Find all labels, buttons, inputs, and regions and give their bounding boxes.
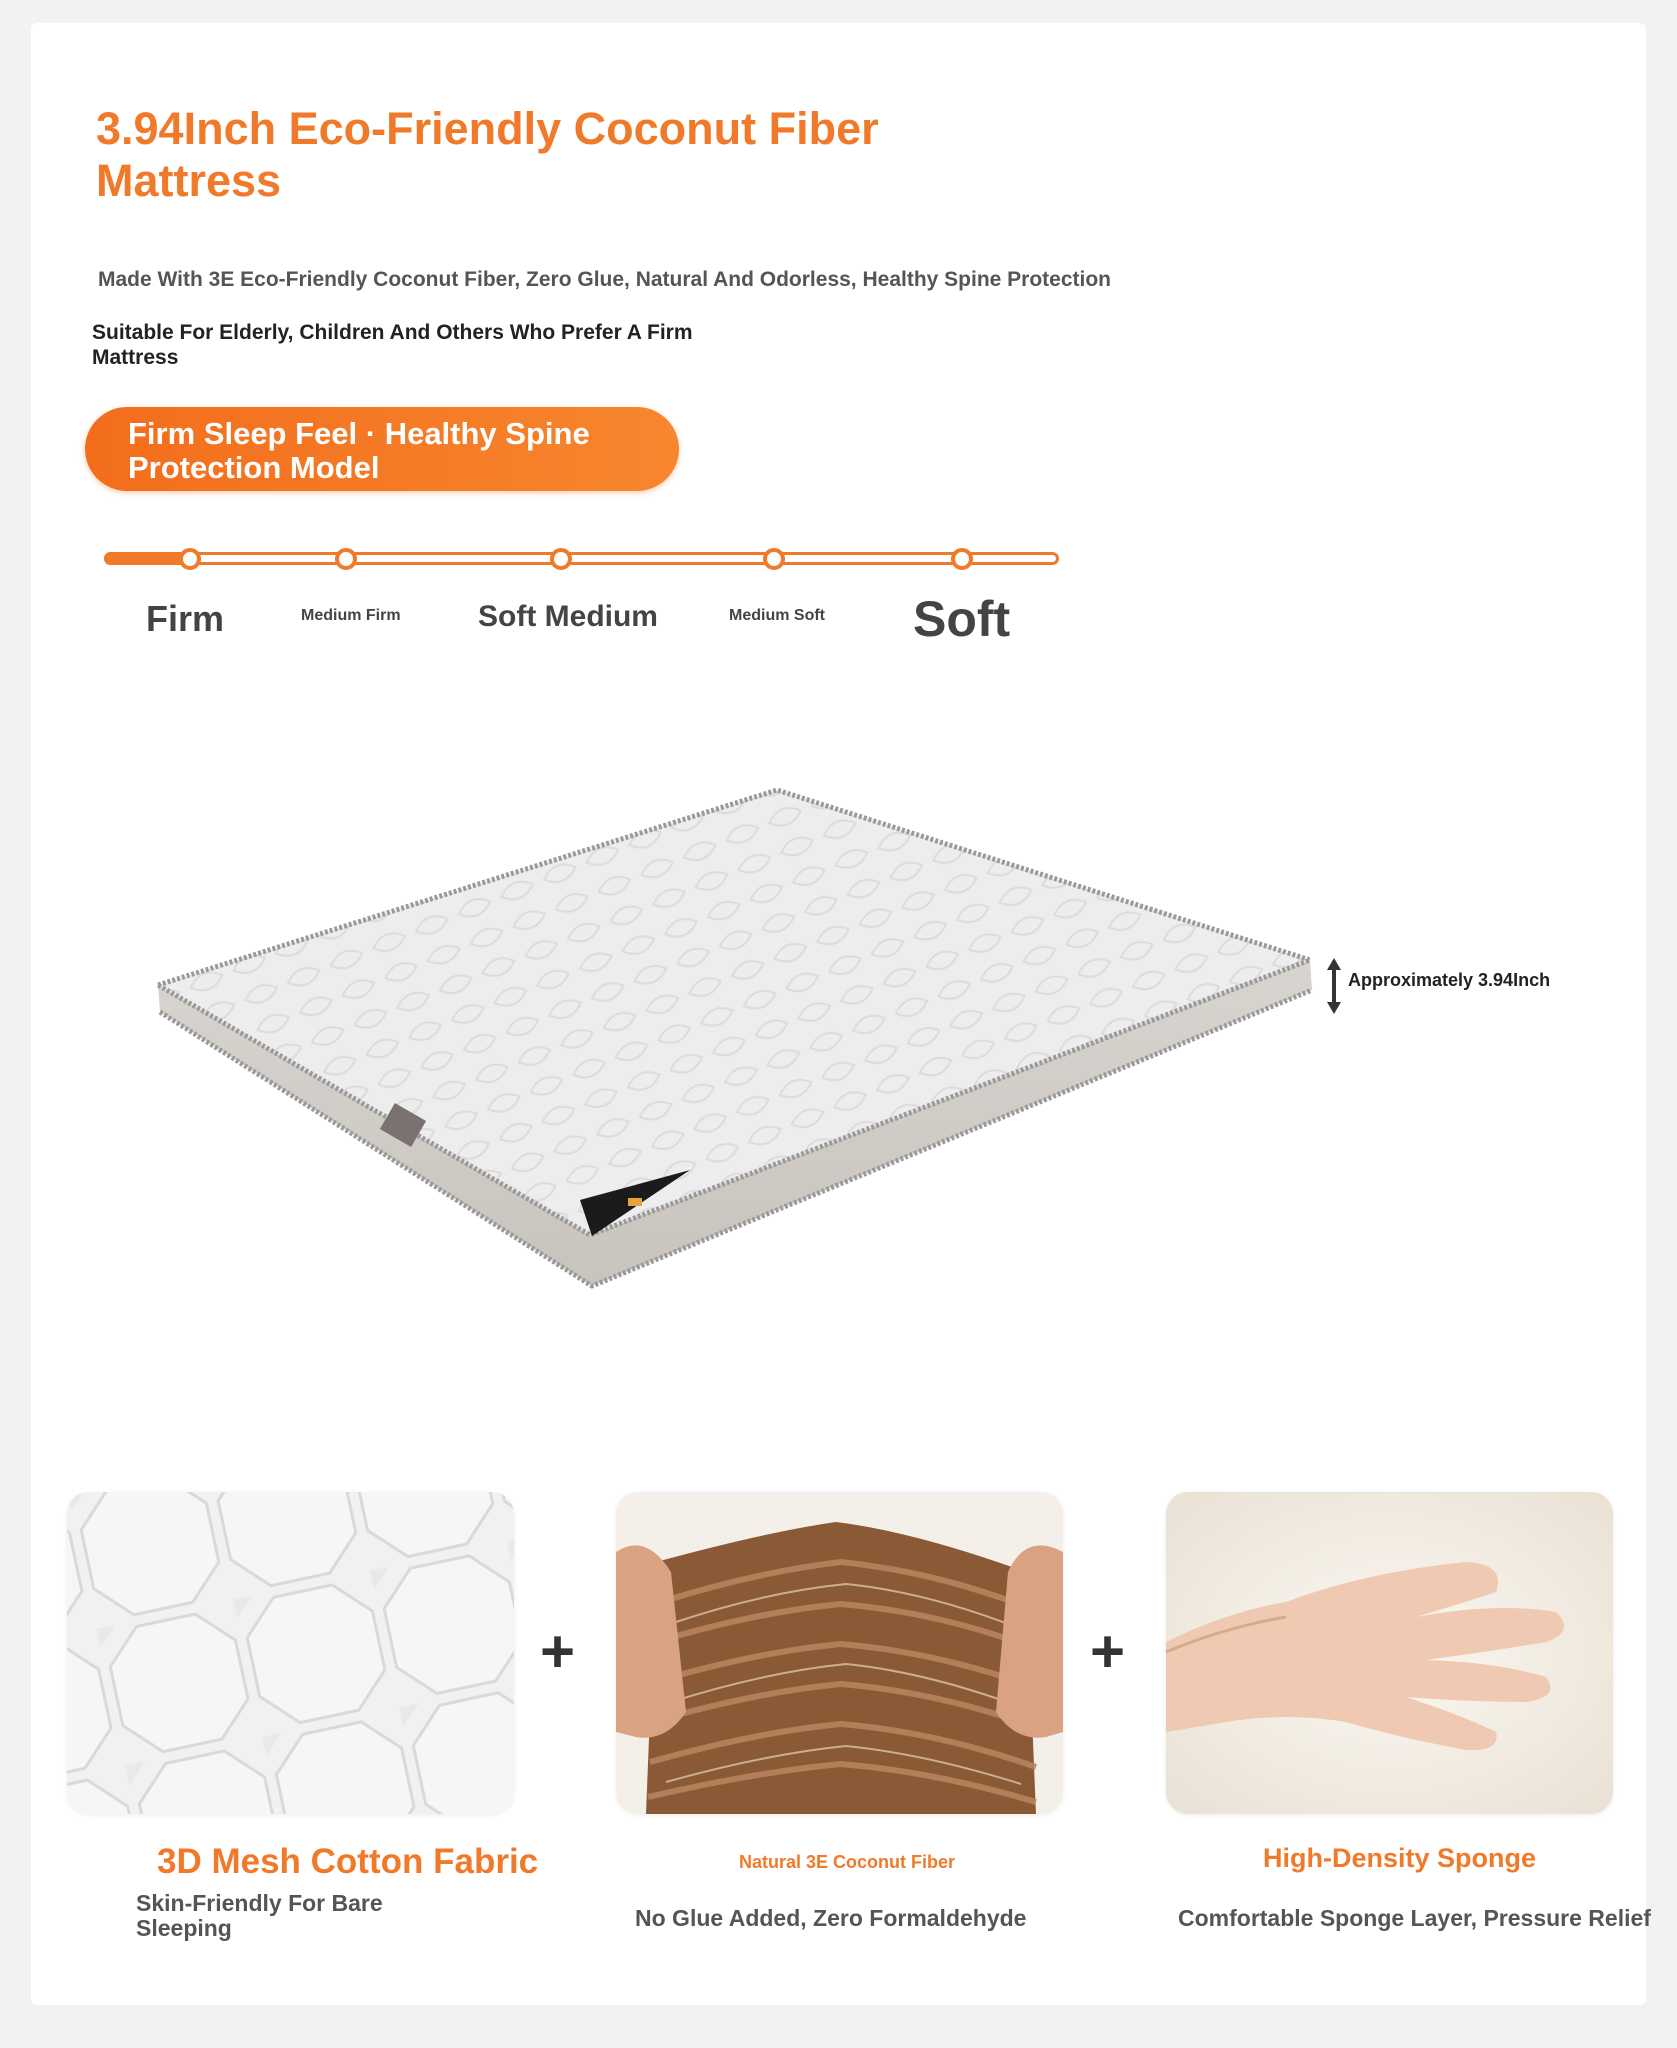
firmness-label-medium-soft: Medium Soft xyxy=(729,607,825,624)
firmness-marker-medium-soft xyxy=(763,548,785,570)
product-title: 3.94Inch Eco-Friendly Coconut Fiber Mattress xyxy=(96,103,879,206)
layer-title-mesh-fabric: 3D Mesh Cotton Fabric xyxy=(157,1842,539,1881)
layer-desc-mesh-fabric: Skin-Friendly For Bare Sleeping xyxy=(136,1890,383,1941)
plus-connector-1: + xyxy=(540,1618,576,1685)
firmness-marker-soft-medium xyxy=(550,548,572,570)
mattress-image xyxy=(150,780,1320,1310)
plus-connector-2: + xyxy=(1090,1618,1126,1685)
firmness-track xyxy=(104,552,1059,565)
mesh-fabric-image xyxy=(67,1492,514,1814)
product-subtitle: Made With 3E Eco-Friendly Coconut Fiber, Zero Glue, Natural And Odorless, Healthy Spine Protection xyxy=(98,268,1112,291)
coconut-fiber-image xyxy=(616,1492,1063,1814)
thickness-label: Approximately 3.94Inch xyxy=(1348,970,1551,990)
firmness-marker-firm xyxy=(179,548,201,570)
firmness-marker-soft xyxy=(951,548,973,570)
firmness-label-soft: Soft xyxy=(913,591,1011,647)
layer-title-sponge: High-Density Sponge xyxy=(1263,1843,1537,1873)
sleep-feel-badge xyxy=(85,407,679,491)
layer-title-coconut-fiber: Natural 3E Coconut Fiber xyxy=(739,1852,956,1872)
thickness-arrow-icon xyxy=(1326,958,1342,1014)
firmness-label-soft-medium: Soft Medium xyxy=(478,600,658,633)
layer-desc-coconut-fiber: No Glue Added, Zero Formaldehyde xyxy=(635,1905,1027,1931)
firmness-marker-medium-firm xyxy=(335,548,357,570)
firmness-label-firm: Firm xyxy=(146,598,225,639)
firmness-label-medium-firm: Medium Firm xyxy=(301,607,401,624)
sleep-feel-badge-label: Firm Sleep Feel · Healthy Spine Protection Model xyxy=(128,416,590,485)
suitability-text: Suitable For Elderly, Children And Others Who Prefer A Firm Mattress xyxy=(92,321,693,369)
sponge-image xyxy=(1166,1492,1613,1814)
layer-desc-sponge: Comfortable Sponge Layer, Pressure Relief xyxy=(1178,1905,1651,1931)
